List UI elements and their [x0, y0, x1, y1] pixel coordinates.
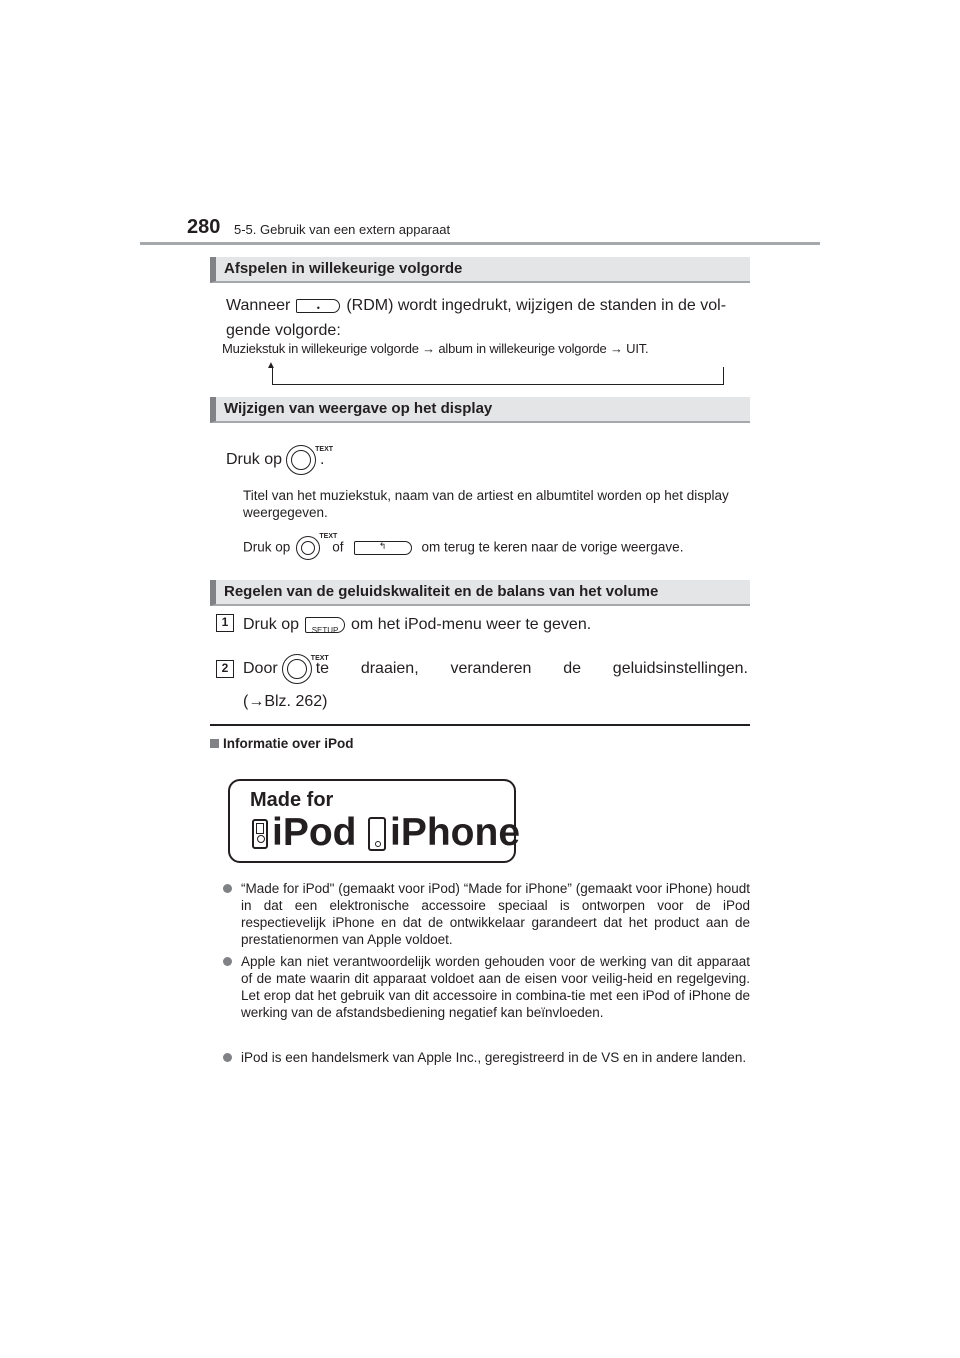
- made-for-ipod-iphone-logo: Made for iPod iPhone: [228, 779, 516, 863]
- section-title: Regelen van de geluidskwaliteit en de balans van het volume: [224, 583, 659, 600]
- section2-instruction: Druk op TEXT .: [226, 445, 324, 475]
- bullet-dot-icon: [223, 957, 232, 966]
- breadcrumb: 5-5. Gebruik van een extern apparaat: [234, 222, 451, 237]
- info-bullet: Apple kan niet verantwoordelijk worden gehouden voor de werking van dit apparaat of de mate waarin dit apparaat voldoet aan de eisen voor veilig-heid en regelgeving. Let erop dat het gebruik van dit accessoire in combina-tie met een iPod of iPhone de werking van de afstandsbediening negatief kan beïnvloeden.: [223, 953, 750, 1021]
- step-2-reference: (→Blz. 262): [243, 693, 328, 710]
- section2-note-2: Druk op TEXT of ↰ om terug te keren naar de vorige weergave.: [243, 536, 748, 560]
- info-divider: [210, 724, 750, 726]
- cycle-arrow-icon: ▲: [266, 360, 276, 371]
- back-button-icon: ↰: [354, 541, 412, 555]
- text-knob-icon: TEXT: [282, 654, 312, 684]
- mode-cycle-text: Muziekstuk in willekeurige volgorde → album in willekeurige volgorde → UIT.: [222, 341, 649, 356]
- rdm-button-icon: •: [296, 299, 340, 313]
- section-heading-display: [210, 397, 750, 423]
- step-1-text: Druk op SETUP om het iPod-menu weer te geven.: [243, 616, 592, 635]
- section1-paragraph: Wanneer • (RDM) wordt ingedrukt, wijzigen de standen in de vol- gende volgorde:: [226, 297, 727, 339]
- section2-note-1: Titel van het muziekstuk, naam van de artiest en albumtitel worden op het display weergegeven.: [243, 488, 729, 520]
- section-title: Afspelen in willekeurige volgorde: [224, 260, 463, 277]
- header-divider: [140, 242, 820, 245]
- step-number: 1: [216, 614, 234, 632]
- section-title: Wijzigen van weergave op het display: [224, 400, 493, 417]
- cycle-return-line: [272, 367, 724, 385]
- square-bullet-icon: [210, 739, 219, 748]
- step-number: 2: [216, 660, 234, 678]
- ipod-icon: [252, 819, 268, 849]
- info-heading: Informatie over iPod: [210, 736, 354, 751]
- text-knob-icon: TEXT: [296, 536, 320, 560]
- setup-button-icon: SETUP: [305, 617, 345, 633]
- section-heading-sound: [210, 580, 750, 606]
- step-2-text: Door TEXT te draaien, veranderen de geluidsinstellingen.: [243, 654, 748, 684]
- bullet-dot-icon: [223, 1053, 232, 1062]
- section-heading-random-play: [210, 257, 750, 283]
- iphone-icon: [368, 817, 386, 851]
- info-bullet: “Made for iPod" (gemaakt voor iPod) “Made for iPhone” (gemaakt voor iPhone) houdt in dat een elektronische accessoire speciaal is ontworpen voor de iPod respectievelijk iPhone en dat de ontwikkelaar garandeert dat het product aan de prestatienormen van Apple voldoet.: [223, 880, 750, 948]
- info-bullet: iPod is een handelsmerk van Apple Inc., geregistreerd in de VS en in andere landen.: [223, 1049, 750, 1066]
- bullet-dot-icon: [223, 884, 232, 893]
- page-number: 280: [187, 216, 221, 238]
- text-knob-icon: TEXT: [286, 445, 316, 475]
